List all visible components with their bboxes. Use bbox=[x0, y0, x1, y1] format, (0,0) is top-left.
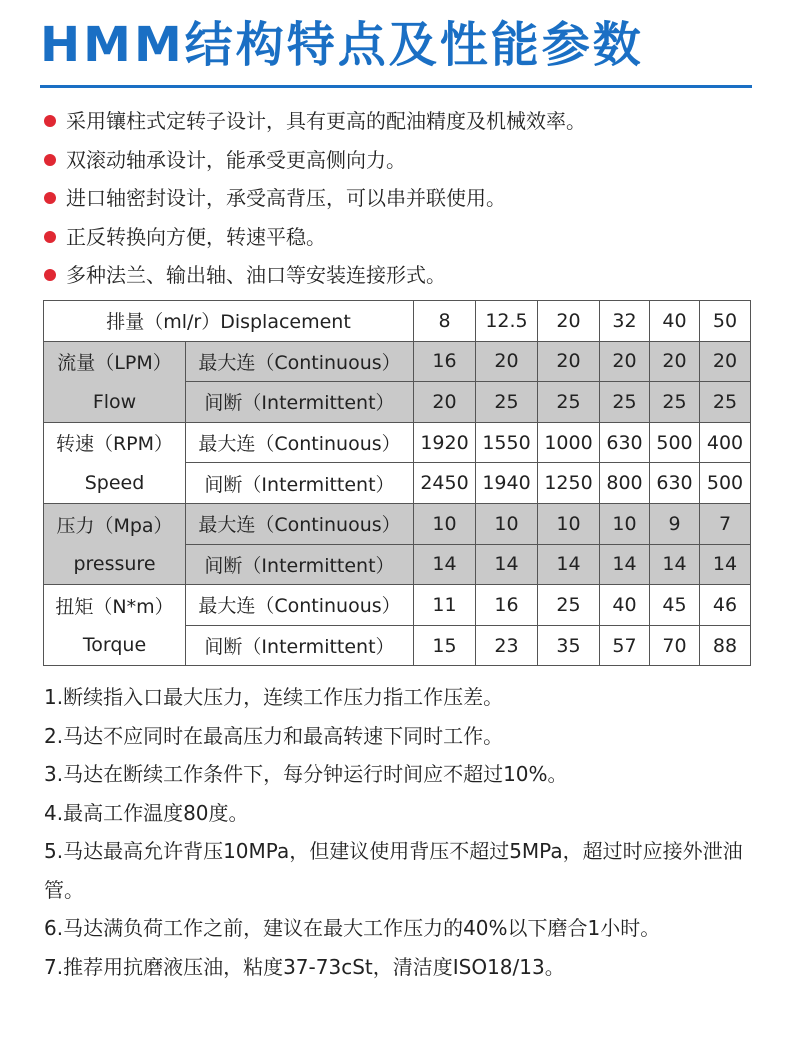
group-label: 扭矩（N*m） bbox=[44, 585, 186, 626]
displacement-value: 20 bbox=[538, 301, 600, 342]
feature-text: 进口轴密封设计，承受高背压，可以串并联使用。 bbox=[66, 186, 506, 210]
table-cell: 35 bbox=[538, 625, 600, 666]
displacement-value: 32 bbox=[600, 301, 650, 342]
feature-item bbox=[44, 256, 764, 295]
page-title: HMM结构特点及性能参数 bbox=[40, 17, 644, 73]
table-cell: 45 bbox=[650, 585, 700, 626]
bullet-icon bbox=[44, 231, 56, 243]
table-cell: 14 bbox=[650, 544, 700, 585]
table-cell: 400 bbox=[700, 422, 751, 463]
table-cell: 500 bbox=[700, 463, 751, 504]
group-label: 压力（Mpa） bbox=[44, 503, 186, 544]
table-cell: 46 bbox=[700, 585, 751, 626]
table-cell: 15 bbox=[414, 625, 476, 666]
table-cell: 14 bbox=[476, 544, 538, 585]
feature-item bbox=[44, 179, 764, 218]
table-cell: 9 bbox=[650, 503, 700, 544]
table-cell: 14 bbox=[600, 544, 650, 585]
table-cell: 20 bbox=[650, 341, 700, 382]
note-item: 4.最高工作温度80度。 bbox=[44, 800, 249, 825]
table-cell: 1550 bbox=[476, 422, 538, 463]
row-label: 间断（Intermittent） bbox=[186, 463, 414, 504]
table-cell: 25 bbox=[700, 382, 751, 423]
table-cell: 800 bbox=[600, 463, 650, 504]
bullet-icon bbox=[44, 269, 56, 281]
table-cell: 14 bbox=[700, 544, 751, 585]
note-item: 2.马达不应同时在最高压力和最高转速下同时工作。 bbox=[44, 723, 504, 748]
table-row bbox=[44, 503, 751, 544]
note-item: 7.推荐用抗磨液压油，粘度37-73cSt，清洁度ISO18/13。 bbox=[44, 954, 565, 979]
table-row bbox=[44, 382, 751, 423]
table-cell: 70 bbox=[650, 625, 700, 666]
performance-table bbox=[43, 300, 751, 666]
note-item: 3.马达在断续工作条件下，每分钟运行时间应不超过10%。 bbox=[44, 762, 568, 786]
notes-list bbox=[44, 678, 764, 986]
feature-item bbox=[44, 102, 764, 141]
table-cell: 20 bbox=[414, 382, 476, 423]
feature-text: 采用镶柱式定转子设计，具有更高的配油精度及机械效率。 bbox=[66, 109, 586, 133]
table-row bbox=[44, 463, 751, 504]
row-label: 最大连（Continuous） bbox=[186, 585, 414, 626]
feature-item bbox=[44, 141, 764, 180]
table-header-row bbox=[44, 301, 751, 342]
note-item: 6.马达满负荷工作之前，建议在最大工作压力的40%以下磨合1小时。 bbox=[44, 916, 661, 940]
group-label: Speed bbox=[44, 463, 186, 504]
group-label: pressure bbox=[44, 544, 186, 585]
title-underline bbox=[40, 85, 752, 88]
note-item: 1.断续指入口最大压力，连续工作压力指工作压差。 bbox=[44, 685, 504, 709]
bullet-icon bbox=[44, 115, 56, 127]
table-cell: 10 bbox=[538, 503, 600, 544]
table-cell: 7 bbox=[700, 503, 751, 544]
table-cell: 14 bbox=[414, 544, 476, 585]
table-row bbox=[44, 544, 751, 585]
table-cell: 16 bbox=[476, 585, 538, 626]
table-cell: 23 bbox=[476, 625, 538, 666]
feature-text: 双滚动轴承设计，能承受更高侧向力。 bbox=[66, 147, 406, 172]
table-cell: 40 bbox=[600, 585, 650, 626]
table-cell: 14 bbox=[538, 544, 600, 585]
table-cell: 630 bbox=[600, 422, 650, 463]
table-cell: 10 bbox=[600, 503, 650, 544]
row-label: 间断（Intermittent） bbox=[186, 625, 414, 666]
row-label: 最大连（Continuous） bbox=[186, 503, 414, 544]
table-row bbox=[44, 585, 751, 626]
table-cell: 25 bbox=[538, 585, 600, 626]
bullet-icon bbox=[44, 192, 56, 204]
row-label: 最大连（Continuous） bbox=[186, 422, 414, 463]
table-cell: 10 bbox=[414, 503, 476, 544]
group-label: 转速（RPM） bbox=[44, 422, 186, 463]
feature-list bbox=[44, 102, 764, 295]
feature-text: 多种法兰、输出轴、油口等安装连接形式。 bbox=[66, 263, 446, 287]
table-cell: 630 bbox=[650, 463, 700, 504]
group-label: 流量（LPM） bbox=[44, 341, 186, 382]
displacement-header-label: 排量（ml/r）Displacement bbox=[44, 301, 414, 342]
feature-text: 正反转换向方便，转速平稳。 bbox=[66, 224, 326, 249]
row-label: 间断（Intermittent） bbox=[186, 382, 414, 423]
table-cell: 20 bbox=[600, 341, 650, 382]
table-cell: 20 bbox=[538, 341, 600, 382]
table-cell: 500 bbox=[650, 422, 700, 463]
table-cell: 88 bbox=[700, 625, 751, 666]
note-item: 5.马达最高允许背压10MPa，但建议使用背压不超过5MPa，超过时应接外泄油管。 bbox=[44, 839, 743, 902]
displacement-value: 12.5 bbox=[476, 301, 538, 342]
table-cell: 20 bbox=[476, 341, 538, 382]
table-cell: 11 bbox=[414, 585, 476, 626]
feature-item bbox=[44, 218, 764, 257]
row-label: 最大连（Continuous） bbox=[186, 341, 414, 382]
bullet-icon bbox=[44, 154, 56, 166]
table-cell: 1000 bbox=[538, 422, 600, 463]
table-cell: 1250 bbox=[538, 463, 600, 504]
table-cell: 16 bbox=[414, 341, 476, 382]
table-row bbox=[44, 341, 751, 382]
table-cell: 25 bbox=[538, 382, 600, 423]
displacement-value: 50 bbox=[700, 301, 751, 342]
displacement-value: 40 bbox=[650, 301, 700, 342]
table-cell: 1920 bbox=[414, 422, 476, 463]
table-cell: 2450 bbox=[414, 463, 476, 504]
table-cell: 10 bbox=[476, 503, 538, 544]
table-cell: 1940 bbox=[476, 463, 538, 504]
table-cell: 25 bbox=[650, 382, 700, 423]
table-cell: 25 bbox=[600, 382, 650, 423]
row-label: 间断（Intermittent） bbox=[186, 544, 414, 585]
table-row bbox=[44, 625, 751, 666]
table-cell: 57 bbox=[600, 625, 650, 666]
group-label: Flow bbox=[44, 382, 186, 423]
table-cell: 20 bbox=[700, 341, 751, 382]
displacement-value: 8 bbox=[414, 301, 476, 342]
table-row bbox=[44, 422, 751, 463]
table-cell: 25 bbox=[476, 382, 538, 423]
group-label: Torque bbox=[44, 625, 186, 666]
